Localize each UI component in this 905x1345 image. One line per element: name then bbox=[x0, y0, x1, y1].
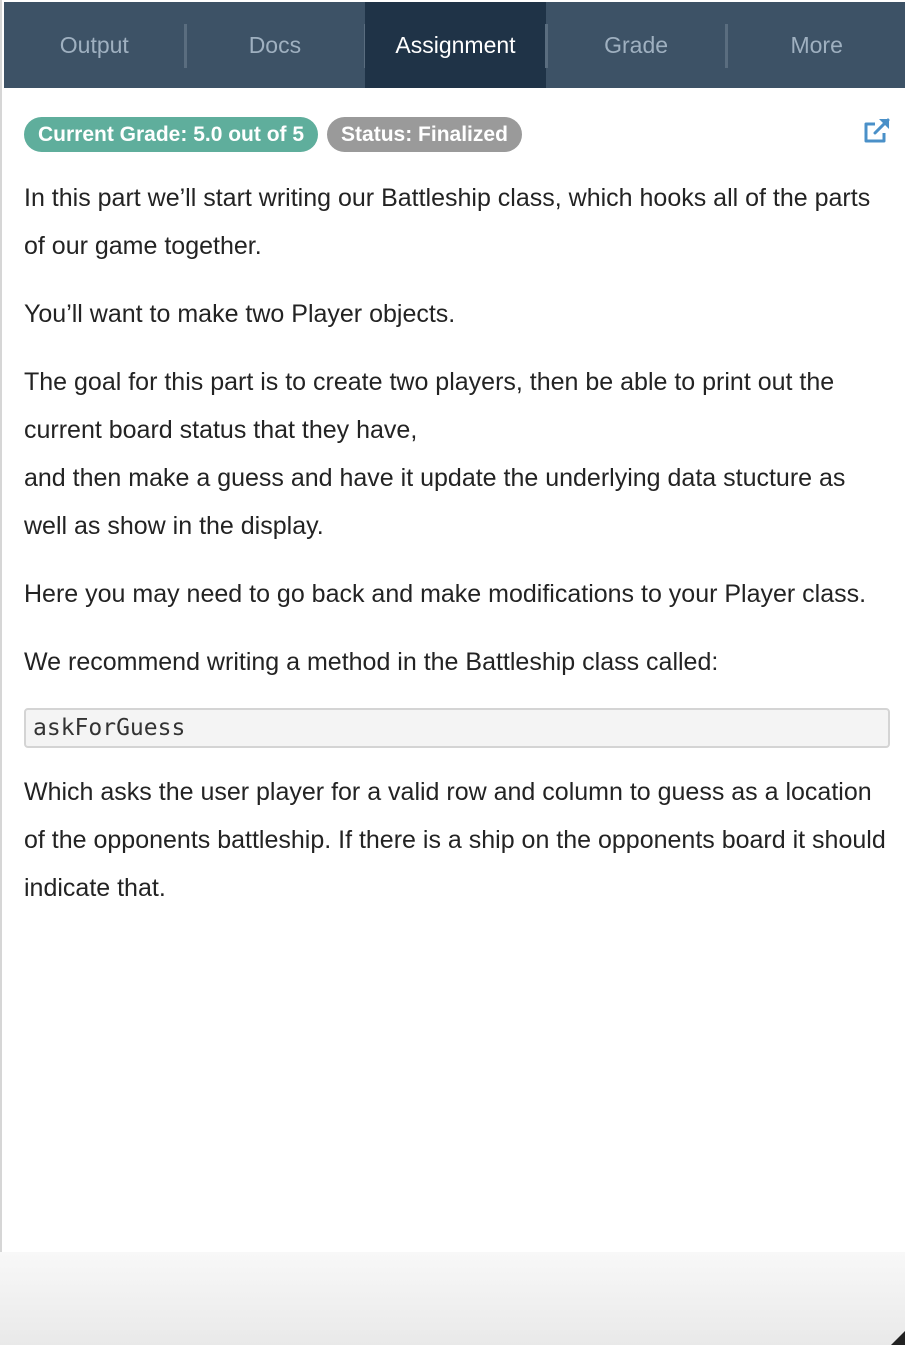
external-link-icon[interactable] bbox=[862, 116, 892, 146]
goal-paragraph-line2: and then make a guess and have it update the underlying data stucture as well as show in the display. bbox=[24, 464, 846, 540]
tab-output[interactable] bbox=[4, 2, 185, 88]
tab-more-label: More bbox=[790, 31, 843, 58]
resize-handle-icon[interactable] bbox=[891, 1331, 905, 1345]
tab-more[interactable] bbox=[726, 2, 905, 88]
method-description-paragraph: Which asks the user player for a valid row and column to guess as a location of the opponents battleship. If there is a ship on the opponents board it should indicate that. bbox=[24, 778, 886, 902]
tab-assignment-label: Assignment bbox=[395, 31, 516, 58]
grade-badge: Current Grade: 5.0 out of 5 bbox=[24, 117, 318, 152]
tab-docs[interactable] bbox=[185, 2, 366, 88]
tab-assignment[interactable] bbox=[365, 2, 546, 88]
players-paragraph: You’ll want to make two Player objects. bbox=[24, 300, 456, 328]
tab-bar bbox=[4, 2, 905, 88]
method-code-block: askForGuess bbox=[24, 708, 890, 748]
tab-grade-label: Grade bbox=[604, 31, 669, 58]
tab-grade[interactable] bbox=[546, 2, 727, 88]
bottom-bar bbox=[0, 1252, 905, 1345]
intro-paragraph: In this part we’ll start writing our Battleship class, which hooks all of the parts of our game together. bbox=[24, 184, 871, 260]
recommend-paragraph: We recommend writing a method in the Battleship class called: bbox=[24, 648, 719, 676]
status-badge: Status: Finalized bbox=[327, 117, 522, 152]
tab-docs-label: Docs bbox=[248, 31, 302, 58]
assignment-content bbox=[24, 116, 890, 912]
tab-output-label: Output bbox=[59, 31, 129, 58]
modifications-paragraph: Here you may need to go back and make modifications to your Player class. bbox=[24, 580, 867, 608]
badge-row bbox=[24, 116, 890, 152]
goal-paragraph-line1: The goal for this part is to create two players, then be able to print out the current board status that they have, bbox=[24, 368, 835, 444]
